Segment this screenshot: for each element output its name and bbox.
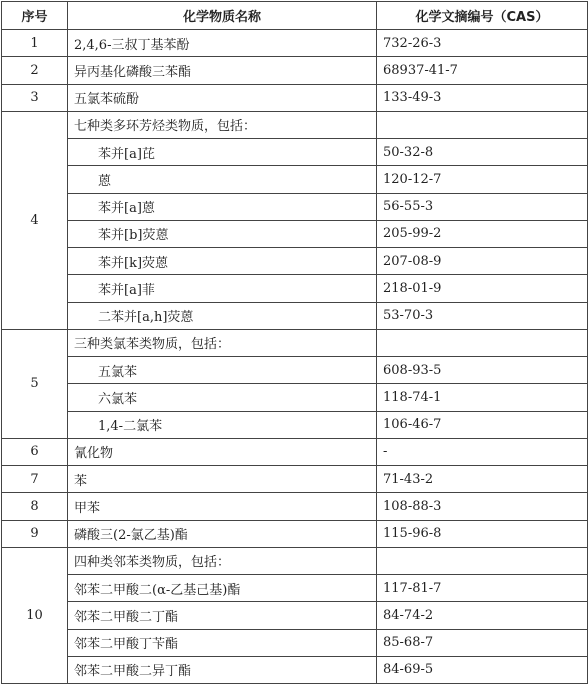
- table-row: [2, 57, 588, 84]
- substance-name: 2,4,6-三叔丁基苯酚: [68, 30, 377, 57]
- table-row: [2, 493, 588, 520]
- cas-number: 84-69-5: [377, 656, 588, 683]
- substance-name: 异丙基化磷酸三苯酯: [68, 57, 377, 84]
- substance-name: 六氯苯: [68, 384, 377, 411]
- substance-name: 氰化物: [68, 438, 377, 465]
- substance-name: 邻苯二甲酸丁苄酯: [68, 629, 377, 656]
- row-number: 3: [2, 84, 68, 111]
- table-row: [2, 220, 588, 247]
- table-row: [2, 656, 588, 683]
- substance-name: 甲苯: [68, 493, 377, 520]
- row-number: 9: [2, 520, 68, 547]
- cas-number: 85-68-7: [377, 629, 588, 656]
- substance-name: 苯并[k]荧蒽: [68, 248, 377, 275]
- table-row: [2, 438, 588, 465]
- table-row: [2, 275, 588, 302]
- table-row: [2, 111, 588, 138]
- table-row: [2, 411, 588, 438]
- header-row: [2, 2, 588, 30]
- cas-number: 117-81-7: [377, 575, 588, 602]
- substance-name: 邻苯二甲酸二异丁酯: [68, 656, 377, 683]
- table-row: [2, 466, 588, 493]
- table-row: [2, 193, 588, 220]
- header-cas: 化学文摘编号（CAS）: [377, 2, 588, 30]
- cas-number: [377, 547, 588, 574]
- row-number: 8: [2, 493, 68, 520]
- group-name: 四种类邻苯类物质，包括：: [68, 547, 377, 574]
- cas-number: 218-01-9: [377, 275, 588, 302]
- group-name: 三种类氯苯类物质，包括：: [68, 329, 377, 356]
- row-number: 10: [2, 547, 68, 683]
- table-row: [2, 302, 588, 329]
- group-name: 七种类多环芳烃类物质，包括：: [68, 111, 377, 138]
- table-row: [2, 329, 588, 356]
- cas-number: 133-49-3: [377, 84, 588, 111]
- table-row: [2, 547, 588, 574]
- substance-name: 邻苯二甲酸二(α-乙基己基)酯: [68, 575, 377, 602]
- table-row: [2, 139, 588, 166]
- cas-number: 118-74-1: [377, 384, 588, 411]
- substance-name: 蒽: [68, 166, 377, 193]
- substance-name: 五氯苯: [68, 357, 377, 384]
- substance-name: 苯并[a]蒽: [68, 193, 377, 220]
- substance-name: 1,4-二氯苯: [68, 411, 377, 438]
- row-number: 4: [2, 111, 68, 329]
- table-row: [2, 84, 588, 111]
- substance-name: 苯并[b]荧蒽: [68, 220, 377, 247]
- header-name: 化学物质名称: [68, 2, 377, 30]
- cas-number: 115-96-8: [377, 520, 588, 547]
- cas-number: 68937-41-7: [377, 57, 588, 84]
- row-number: 2: [2, 57, 68, 84]
- table-row: [2, 248, 588, 275]
- substance-name: 苯: [68, 466, 377, 493]
- cas-number: 56-55-3: [377, 193, 588, 220]
- cas-number: -: [377, 438, 588, 465]
- table-row: [2, 384, 588, 411]
- substance-name: 二苯并[a,h]荧蒽: [68, 302, 377, 329]
- substance-name: 五氯苯硫酚: [68, 84, 377, 111]
- cas-number: 120-12-7: [377, 166, 588, 193]
- substance-name: 苯并[a]菲: [68, 275, 377, 302]
- cas-number: 205-99-2: [377, 220, 588, 247]
- table-row: [2, 357, 588, 384]
- cas-number: 71-43-2: [377, 466, 588, 493]
- row-number: 6: [2, 438, 68, 465]
- row-number: 7: [2, 466, 68, 493]
- cas-number: 732-26-3: [377, 30, 588, 57]
- cas-number: [377, 111, 588, 138]
- table-row: [2, 602, 588, 629]
- table-row: [2, 629, 588, 656]
- cas-number: 53-70-3: [377, 302, 588, 329]
- table-row: [2, 520, 588, 547]
- cas-number: 50-32-8: [377, 139, 588, 166]
- table-row: [2, 575, 588, 602]
- cas-number: 608-93-5: [377, 357, 588, 384]
- cas-number: 106-46-7: [377, 411, 588, 438]
- header-index: 序号: [2, 2, 68, 30]
- cas-number: 207-08-9: [377, 248, 588, 275]
- substance-name: 苯并[a]芘: [68, 139, 377, 166]
- cas-number: 84-74-2: [377, 602, 588, 629]
- cas-number: [377, 329, 588, 356]
- table-row: [2, 30, 588, 57]
- row-number: 5: [2, 329, 68, 438]
- cas-number: 108-88-3: [377, 493, 588, 520]
- substance-name: 磷酸三(2-氯乙基)酯: [68, 520, 377, 547]
- chemical-substances-table: [1, 1, 588, 684]
- row-number: 1: [2, 30, 68, 57]
- table-row: [2, 166, 588, 193]
- substance-name: 邻苯二甲酸二丁酯: [68, 602, 377, 629]
